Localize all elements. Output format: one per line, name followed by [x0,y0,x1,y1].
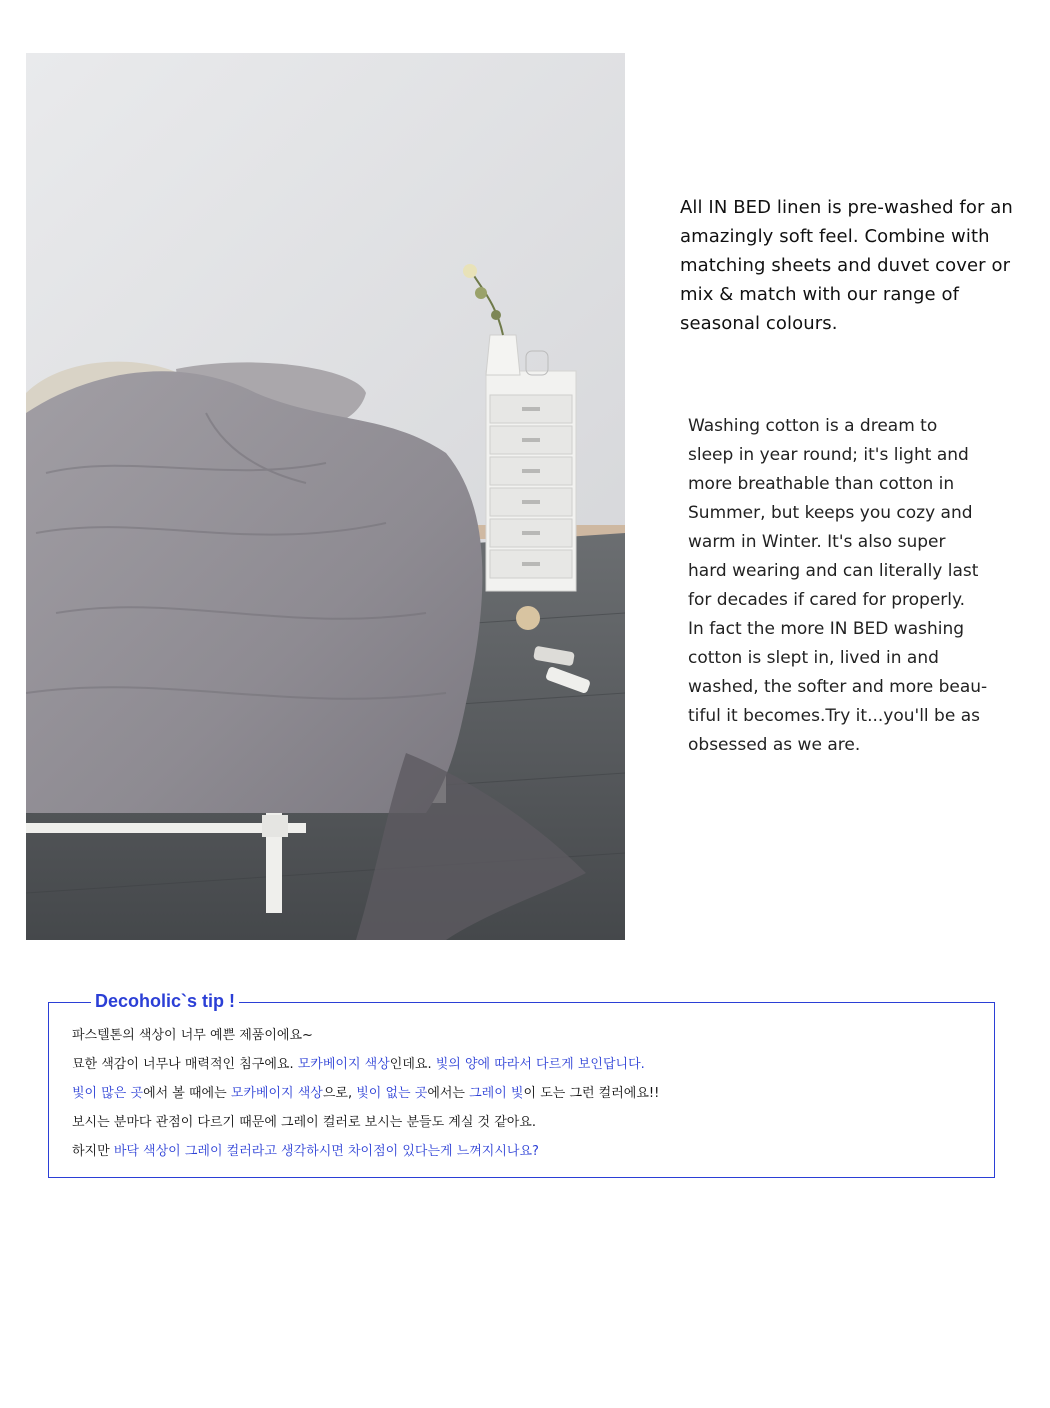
tip-highlight: 빛의 양에 따라서 다르게 보인답니다. [435,1057,645,1072]
tip-title: Decoholic`s tip ! [91,989,239,1013]
tip-highlight: 빛이 많은 곳 [72,1086,144,1101]
product-photo [26,53,625,940]
tip-line [72,1137,974,1166]
tip-line [72,1050,974,1079]
tip-text: 으로, [322,1086,357,1101]
tip-lines [72,1021,974,1166]
tip-line [72,1079,974,1108]
tip-text: 묘한 색감이 너무나 매력적인 침구에요. [72,1057,298,1072]
description-text: Washing cotton is a dream to sleep in year round; it's light and more breathable than cotton in Summer, but keeps you cozy and warm in Winter. It's also super hard wearing and can literally last for decades if cared for properly. In fact the more IN BED washing cotton is slept in, lived in and washed, the softer and more beau- tiful it becomes.Try it...you'll be as obsessed as we are. [688,416,988,755]
tip-highlight: 바닥 색상이 그레이 컬러라고 생각하시면 차이점이 있다는게 느껴지시나요? [113,1144,539,1159]
tip-text: 파스텔톤의 색상이 너무 예쁜 제품이에요~ [72,1028,313,1043]
tip-highlight: 그레이 빛 [469,1086,524,1101]
tip-text: 인데요. [389,1057,436,1072]
tip-text: 에서는 [427,1086,470,1101]
tip-highlight: 빛이 없는 곳 [356,1086,428,1101]
tip-highlight: 모카베이지 색상 [297,1057,390,1072]
tip-line [72,1021,974,1050]
tip-text: 보시는 분마다 관점이 다르기 때문에 그레이 컬러로 보시는 분들도 계실 것 같아요. [72,1115,537,1130]
tip-text: 하지만 [72,1144,114,1159]
intro-text: All IN BED linen is pre-washed for an amazingly soft feel. Combine with matching sheets and duvet cover or mix & match with our range of seasonal colours. [680,197,1013,334]
tip-box [48,991,995,1178]
bedroom-illustration [26,53,625,940]
tip-text: 이 도는 그런 컬러에요!! [523,1086,660,1101]
tip-line [72,1108,974,1137]
tip-text: 에서 볼 때에는 [143,1086,231,1101]
tip-highlight: 모카베이지 색상 [230,1086,323,1101]
